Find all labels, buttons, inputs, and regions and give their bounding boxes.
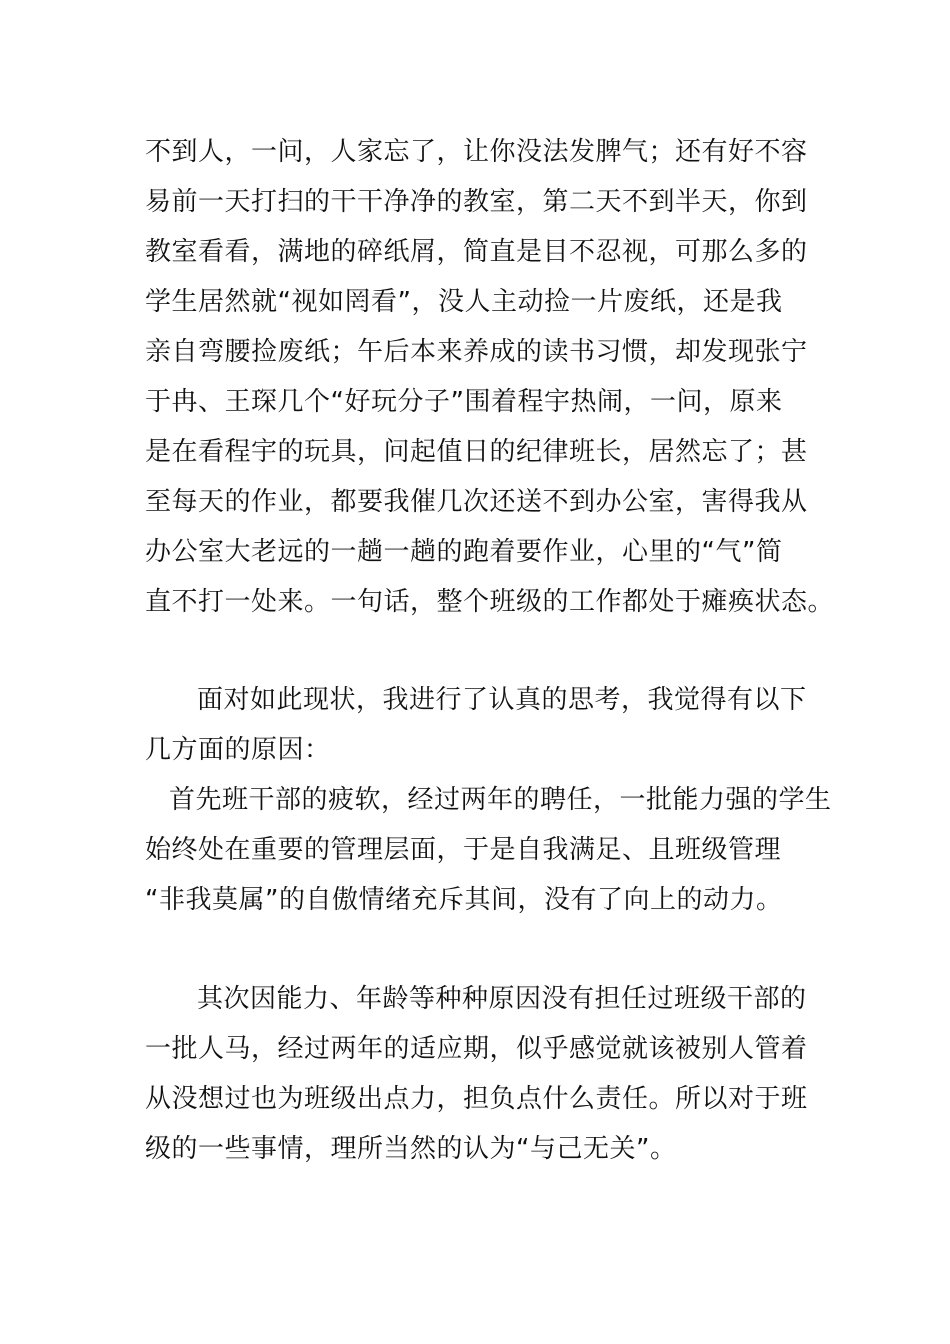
- text-line: 亲自弯腰捡废纸；午后本来养成的读书习惯，却发现张宁: [145, 337, 808, 367]
- text-line: 一批人马，经过两年的适应期，似乎感觉就该被别人管着: [145, 1034, 808, 1064]
- text-line: 级的一些事情，理所当然的认为“与己无关”。: [145, 1134, 677, 1164]
- text-line: 学生居然就“视如罔看”，没人主动捡一片废纸，还是我: [145, 287, 783, 317]
- text-line: 至每天的作业，都要我催几次还送不到办公室，害得我从: [145, 487, 808, 517]
- text-line: 教室看看，满地的碎纸屑，简直是目不忍视，可那么多的: [145, 237, 808, 267]
- text-line: 直不打一处来。一句话，整个班级的工作都处于瘫痪状态。: [145, 587, 835, 617]
- text-line: 始终处在重要的管理层面，于是自我满足、且班级管理: [145, 835, 782, 865]
- text-line: 几方面的原因：: [145, 735, 331, 765]
- text-line: 是在看程宇的玩具，问起值日的纪律班长，居然忘了；甚: [145, 437, 808, 467]
- text-line: 从没想过也为班级出点力，担负点什么责任。所以对于班: [145, 1084, 808, 1114]
- text-line: 其次因能力、年龄等种种原因没有担任过班级干部的: [197, 984, 807, 1014]
- text-line: 于冉、王琛几个“好玩分子”围着程宇热闹，一问，原来: [145, 387, 783, 417]
- text-line: 办公室大老远的一趟一趟的跑着要作业，心里的“气”简: [145, 537, 783, 567]
- text-line: 面对如此现状，我进行了认真的思考，我觉得有以下: [197, 685, 807, 715]
- text-line: 易前一天打扫的干干净净的教室，第二天不到半天，你到: [145, 187, 808, 217]
- text-line: 首先班干部的疲软，经过两年的聘任，一批能力强的学生: [169, 785, 832, 815]
- text-line: “非我莫属”的自傲情绪充斥其间，没有了向上的动力。: [145, 885, 783, 915]
- text-line: 不到人，一问，人家忘了，让你没法发脾气；还有好不容: [145, 137, 808, 167]
